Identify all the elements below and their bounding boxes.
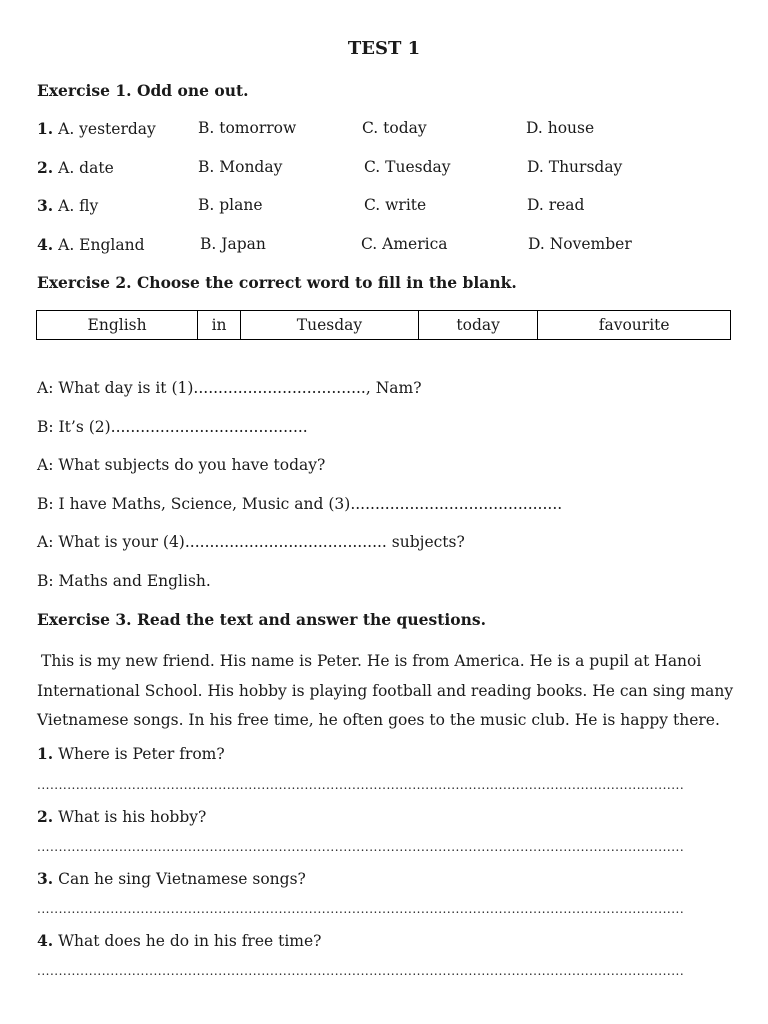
word-bank-cell: Tuesday [240,311,418,340]
option-b: B. Japan [200,235,266,253]
exercise-3-heading: Exercise 3. Read the text and answer the questions. [37,610,487,629]
question-text: What is his hobby? [58,808,207,826]
answer-line: ...................................................................................................................................................... [37,840,685,854]
question-number: 3. [37,196,54,215]
option-d: D. Thursday [527,158,623,176]
option-d: D. read [527,196,585,214]
option-a: A. date [58,159,114,177]
question-line [37,931,321,950]
question-line [37,869,306,888]
question-number: 1. [37,744,54,763]
exercise-1-heading: Exercise 1. Odd one out. [37,81,249,100]
option-b: B. Monday [198,158,283,176]
ex1-question-row [37,235,737,257]
exercise-2-heading: Exercise 2. Choose the correct word to fill in the blank. [37,273,517,292]
word-bank-cell: favourite [538,311,731,340]
question-number: 2. [37,807,54,826]
answer-line: ...................................................................................................................................................... [37,902,685,916]
ex1-question-row [37,196,737,218]
question-number: 3. [37,869,54,888]
question-number: 4. [37,235,54,254]
option-a: A. England [58,236,145,254]
question-number: 2. [37,158,54,177]
dialogue-line: B: Maths and English. [37,572,211,590]
option-c: C. America [361,235,448,253]
question-line [37,807,206,826]
option-b: B. tomorrow [198,119,297,137]
dialogue-line: B: It’s (2)........................................ [37,418,308,436]
question-text: Where is Peter from? [58,745,225,763]
word-bank-cell: in [198,311,241,340]
question-line [37,744,225,763]
question-text: Can he sing Vietnamese songs? [58,870,306,888]
ex1-question-row [37,158,737,180]
dialogue-line: B: I have Maths, Science, Music and (3)........................................... [37,495,563,513]
dialogue-line: A: What is your (4)......................................... subjects? [37,533,465,551]
option-d: D. house [526,119,595,137]
page-title: TEST 1 [347,38,421,59]
dialogue-line: A: What subjects do you have today? [37,456,326,474]
option-c: C. Tuesday [364,158,451,176]
word-bank-table [36,310,731,340]
question-text: What does he do in his free time? [58,932,322,950]
answer-line: ...................................................................................................................................................... [37,964,685,978]
dialogue-line: A: What day is it (1)..................................., Nam? [37,379,422,397]
word-bank-cell: English [37,311,198,340]
option-c: C. write [364,196,427,214]
option-a: A. yesterday [58,120,156,138]
option-d: D. November [528,235,632,253]
option-c: C. today [362,119,427,137]
answer-line: ...................................................................................................................................................... [37,778,685,792]
ex1-question-row [37,119,737,141]
option-a: A. fly [58,197,99,215]
question-number: 4. [37,931,54,950]
reading-passage: This is my new friend. His name is Peter. He is from America. He is a pupil at Hanoi International School. His hobby is playing football and reading books. He can sing many Vietnamese songs. In his free time, he often goes to the music club. He is happy there. [37,652,734,729]
question-number: 1. [37,119,54,138]
option-b: B. plane [198,196,263,214]
word-bank-cell: today [418,311,537,340]
